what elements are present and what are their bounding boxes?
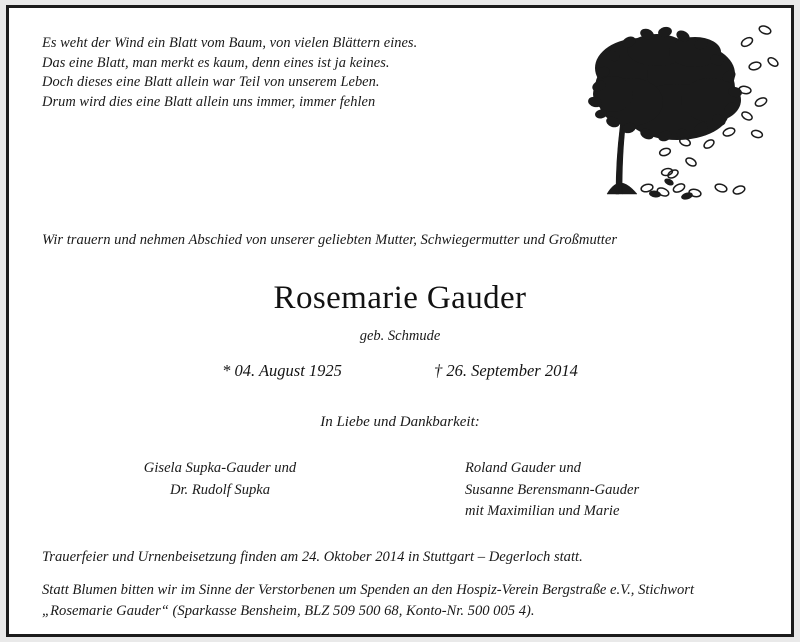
funeral-service-info: Trauerfeier und Urnenbeisetzung finden am 24. Oktober 2014 in Stuttgart – Degerloch statt.	[42, 549, 583, 565]
memorial-poem	[42, 34, 462, 112]
donation-line: Statt Blumen bitten wir im Sinne der Verstorbenen um Spenden an den Hospiz-Verein Bergstraße e.V., Stichwort	[42, 582, 695, 598]
donation-line: „Rosemarie Gauder“ (Sparkasse Bensheim, BLZ 509 500 68, Konto-Nr. 500 005 4).	[42, 603, 535, 619]
survivor-entry: Gisela Supka-Gauder und	[143, 460, 297, 476]
survivor-entry: Dr. Rudolf Supka	[169, 481, 271, 498]
windblown-tree-icon	[569, 16, 794, 216]
survivor-entry: Roland Gauder und	[465, 460, 581, 476]
mourning-intro-text: Wir trauern und nehmen Abschied von unserer geliebten Mutter, Schwiegermutter und Großmutter	[42, 232, 618, 248]
deceased-name: Rosemarie Gauder	[273, 280, 527, 316]
poem-line: Doch dieses eine Blatt allein war Teil von unserem Leben.	[42, 74, 380, 91]
poem-line: Drum wird dies eine Blatt allein uns immer, immer fehlen	[42, 93, 376, 110]
poem-line: Es weht der Wind ein Blatt vom Baum, von vielen Blättern eines.	[42, 35, 418, 51]
survivor-entry: mit Maximilian und Marie	[465, 503, 620, 519]
poem-line: Das eine Blatt, man merkt es kaum, denn eines ist ja keines.	[42, 54, 390, 71]
life-dates	[9, 361, 791, 381]
donation-request-info	[42, 580, 772, 622]
deceased-maiden-name: geb. Schmude	[359, 328, 441, 344]
survivors-list	[9, 458, 791, 523]
obituary-notice-card	[6, 5, 794, 637]
death-date: † 26. September 2014	[433, 361, 578, 380]
gratitude-heading: In Liebe und Dankbarkeit:	[320, 414, 480, 430]
survivor-entry: Susanne Berensmann-Gauder	[465, 481, 640, 498]
survivors-left-column	[135, 458, 305, 523]
birth-date: * 04. August 1925	[222, 361, 342, 380]
survivors-right-column	[465, 458, 665, 523]
